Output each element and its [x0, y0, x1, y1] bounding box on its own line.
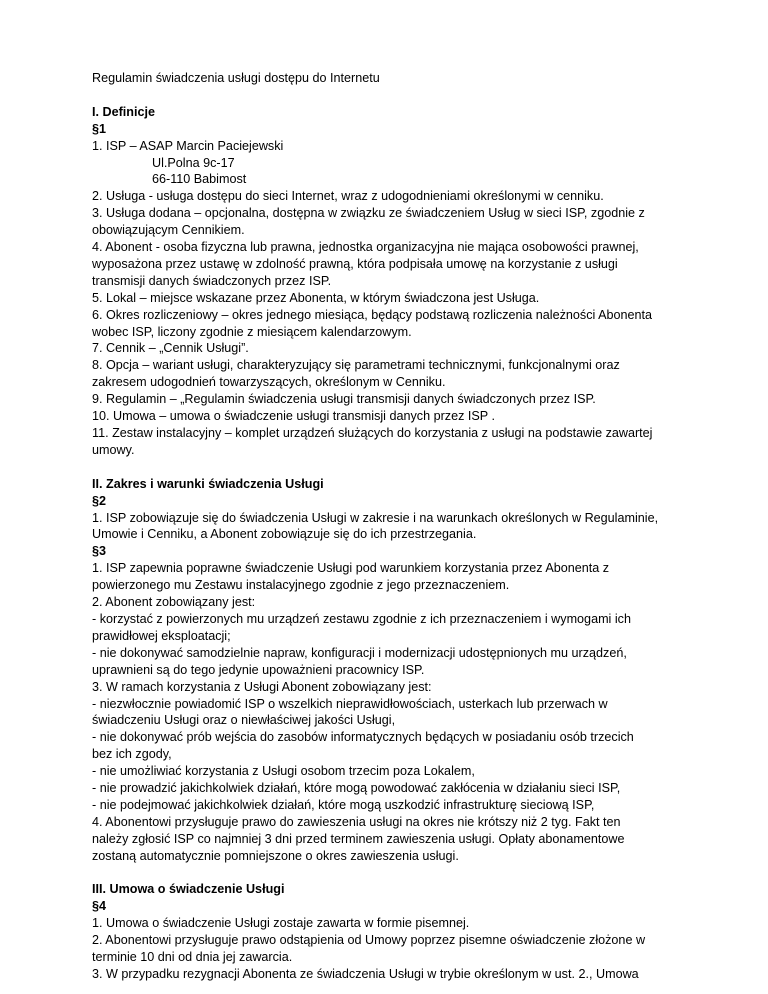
- text-line: 1. ISP zapewnia poprawne świadczenie Usługi pod warunkiem korzystania przez Abonenta z: [92, 561, 610, 576]
- text-line: terminie 10 dni od dnia jej zawarcia.: [92, 950, 293, 965]
- text-line: 6. Okres rozliczeniowy – okres jednego miesiąca, będący podstawą rozliczenia należności Abonenta: [92, 307, 653, 322]
- paragraph-number: §3: [92, 544, 107, 559]
- text-line: - korzystać z powierzonych mu urządzeń zestawu zgodnie z ich przeznaczeniem i wymogami ich: [92, 611, 631, 626]
- text-line: prawidłowej eksploatacji;: [92, 628, 231, 643]
- text-line: - nie dokonywać prób wejścia do zasobów informatycznych będących w posiadaniu osób trzecich: [92, 730, 634, 745]
- text-line: 10. Umowa – umowa o świadczenie usługi transmisji danych przez ISP .: [92, 409, 495, 424]
- document-title: Regulamin świadczenia usługi dostępu do Internetu: [92, 71, 380, 85]
- section-spacer: [92, 865, 732, 882]
- text-line: transmisji danych świadczonych przez ISP.: [92, 273, 332, 288]
- text-line: 1. ISP – ASAP Marcin Paciejewski: [92, 138, 284, 153]
- text-line: 9. Regulamin – „Regulamin świadczenia usługi transmisji danych świadczonych przez ISP.: [92, 392, 596, 407]
- text-line: 8. Opcja – wariant usługi, charakteryzujący się parametrami technicznymi, funkcjonalnymi oraz: [92, 358, 620, 373]
- text-line: - nie umożliwiać korzystania z Usługi osobom trzecim poza Lokalem,: [92, 764, 475, 779]
- section-heading: II. Zakres i warunki świadczenia Usługi: [92, 476, 324, 491]
- text-line: Ul.Polna 9c-17: [152, 155, 235, 170]
- text-line: zakresem udogodnień towarzyszących, określonym w Cenniku.: [92, 375, 446, 390]
- text-line: 2. Abonent zobowiązany jest:: [92, 595, 256, 610]
- section-spacer: [92, 459, 732, 476]
- text-line: wobec ISP, liczony zgodnie z miesiącem kalendarzowym.: [92, 324, 412, 339]
- text-line: bez ich zgody,: [92, 747, 172, 762]
- paragraph-number: §4: [92, 899, 107, 914]
- text-line: 1. Umowa o świadczenie Usługi zostaje zawarta w formie pisemnej.: [92, 916, 470, 931]
- text-line: 2. Usługa - usługa dostępu do sieci Internet, wraz z udogodnieniami określonymi w cenniku.: [92, 189, 604, 204]
- text-line: 5. Lokal – miejsce wskazane przez Abonenta, w którym świadczona jest Usługa.: [92, 290, 540, 305]
- text-line: należy zgłosić ISP co najmniej 3 dni przed terminem zawieszenia usługi. Opłaty abonamentowe: [92, 831, 625, 846]
- document-body: [92, 70, 732, 983]
- text-line: 66-110 Babimost: [152, 172, 247, 187]
- text-line: Umowie i Cenniku, a Abonent zobowiązuje się do ich przestrzegania.: [92, 527, 477, 542]
- text-line: - niezwłocznie powiadomić ISP o wszelkich nieprawidłowościach, usterkach lub przerwach w: [92, 696, 608, 711]
- text-line: obowiązującym Cennikiem.: [92, 223, 245, 238]
- text-line: uprawnieni są do tego jedynie upoważnieni pracownicy ISP.: [92, 662, 425, 677]
- paragraph-number: §1: [92, 121, 107, 136]
- text-line: 3. W ramach korzystania z Usługi Abonent zobowiązany jest:: [92, 679, 432, 694]
- text-line: zostaną automatycznie pomniejszone o okres zawieszenia usługi.: [92, 848, 459, 863]
- text-line: 3. W przypadku rezygnacji Abonenta ze świadczenia Usługi w trybie określonym w ust. 2., Umowa: [92, 966, 639, 981]
- text-line: 4. Abonentowi przysługuje prawo do zawieszenia usługi na okres nie krótszy niż 2 tyg. Fakt ten: [92, 814, 621, 829]
- paragraph-number: §2: [92, 493, 107, 508]
- text-line: wyposażona przez ustawę w zdolność prawną, która podpisała umowę na korzystanie z usługi: [92, 256, 618, 271]
- text-line: 2. Abonentowi przysługuje prawo odstąpienia od Umowy poprzez pisemne oświadczenie złożone w: [92, 933, 646, 948]
- text-line: 3. Usługa dodana – opcjonalna, dostępna w związku ze świadczeniem Usług w sieci ISP, zgodnie z: [92, 206, 645, 221]
- text-line: powierzonego mu Zestawu instalacyjnego zgodnie z jego przeznaczeniem.: [92, 578, 510, 593]
- text-line: - nie prowadzić jakichkolwiek działań, które mogą powodować zakłócenia w działaniu sieci ISP,: [92, 781, 621, 796]
- text-line: umowy.: [92, 442, 135, 457]
- text-line: 4. Abonent - osoba fizyczna lub prawna, jednostka organizacyjna nie mająca osobowości prawnej,: [92, 240, 639, 255]
- text-line: 7. Cennik – „Cennik Usługi”.: [92, 341, 249, 356]
- section-heading: III. Umowa o świadczenie Usługi: [92, 882, 285, 897]
- text-line: 11. Zestaw instalacyjny – komplet urządzeń służących do korzystania z usługi na podstawie zawartej: [92, 426, 653, 441]
- section-heading: I. Definicje: [92, 104, 155, 119]
- text-line: świadczeniu Usługi oraz o niewłaściwej jakości Usługi,: [92, 713, 396, 728]
- text-line: - nie dokonywać samodzielnie napraw, konfiguracji i modernizacji udostępnionych mu urządzeń,: [92, 645, 627, 660]
- text-line: - nie podejmować jakichkolwiek działań, które mogą uszkodzić infrastrukturę sieciową ISP,: [92, 797, 595, 812]
- text-line: 1. ISP zobowiązuje się do świadczenia Usługi w zakresie i na warunkach określonych w Regulaminie,: [92, 510, 659, 525]
